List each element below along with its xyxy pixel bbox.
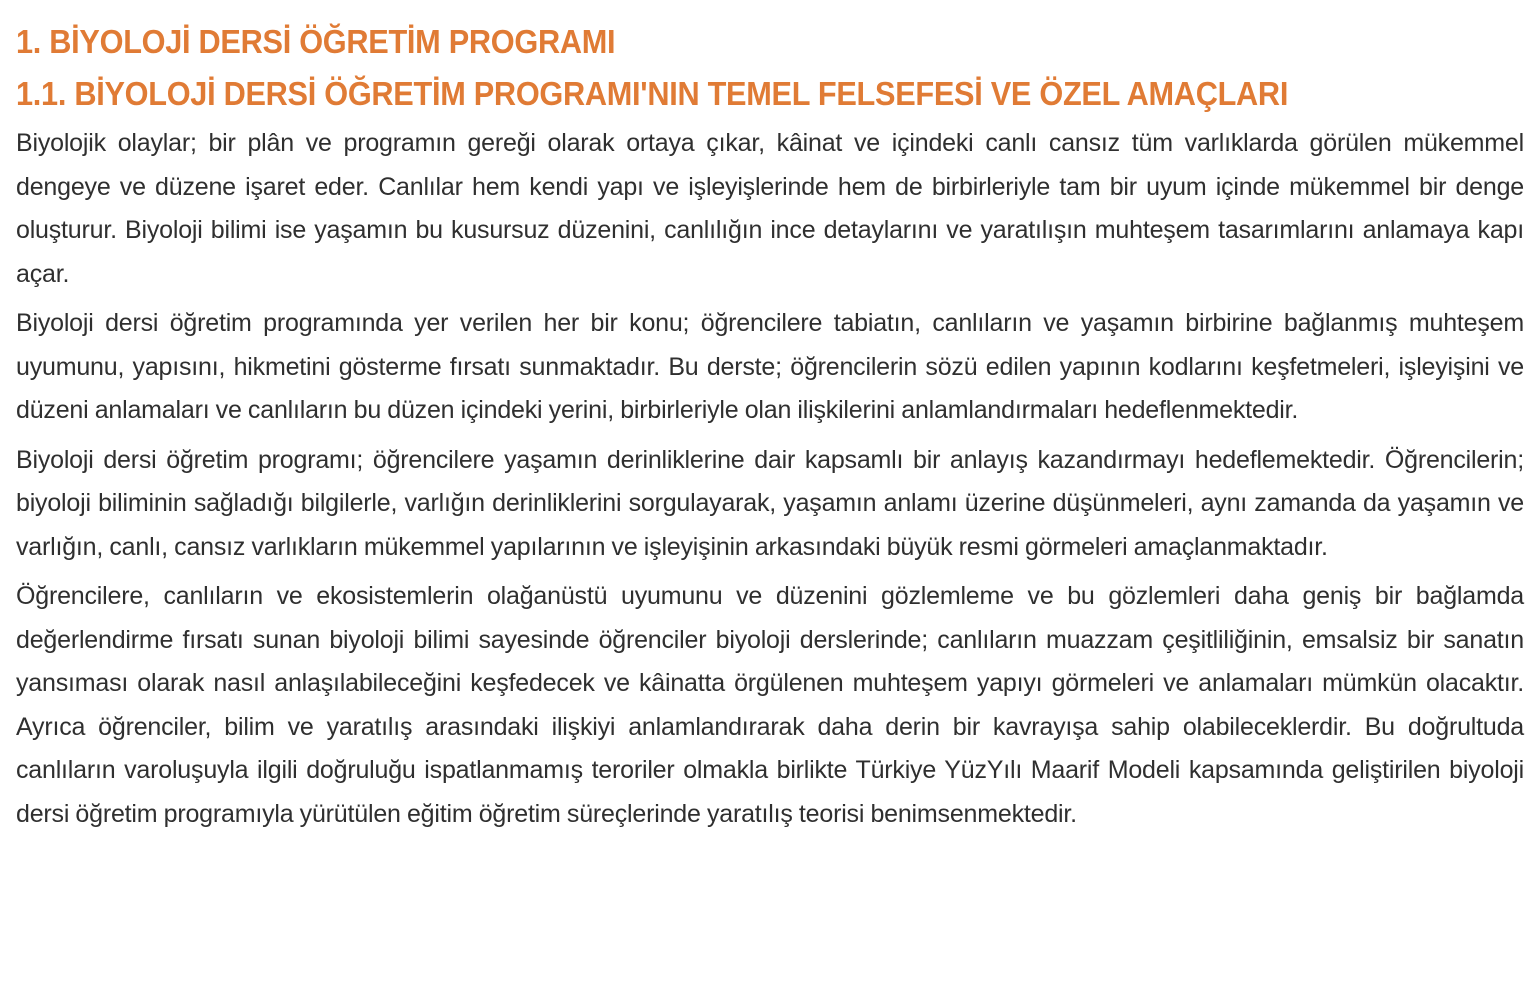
paragraph-2: Biyoloji dersi öğretim programında yer verilen her bir konu; öğrencilere tabiatın, canlıların ve yaşamın birbirine bağlanmış muhteşem uyumunu, yapısını, hikmetini gösterme fırsatı sunmaktadır. Bu derste; öğrencilerin sözü edilen yapının kodlarını keşfetmeleri, işleyişini ve düzeni anlamaları ve canlıların bu düzen içindeki yerini, birbirleriyle olan ilişkilerini anlamlandırmaları hedeflenmektedir. — [16, 309, 1524, 424]
paragraph-3: Biyoloji dersi öğretim programı; öğrencilere yaşamın derinliklerine dair kapsamlı bir anlayış kazandırmayı hedeflemektedir. Öğrencilerin; biyoloji biliminin sağladığı bilgilerle, varlığın derinliklerini sorgulayarak, yaşamın anlamı üzerine düşünmeleri, aynı zamanda da yaşamın ve varlığın, canlı, cansız varlıkların mükemmel yapılarının ve işleyişinin arkasındaki büyük resmi görmeleri amaçlanmaktadır. — [16, 445, 1524, 561]
subsection-heading: 1.1. BİYOLOJİ DERSİ ÖĞRETİM PROGRAMI'NIN TEMEL FELSEFESİ VE ÖZEL AMAÇLARI — [16, 75, 1289, 112]
paragraph-1: Biyolojik olaylar; bir plân ve programın gereği olarak ortaya çıkar, kâinat ve içindeki canlı cansız tüm varlıklarda görülen mükemmel dengeye ve düzene işaret eder. Canlılar hem kendi yapı ve işleyişlerinde hem de birbirleriyle tam bir uyum içinde mükemmel bir denge oluşturur. Biyoloji bilimi ise yaşamın bu kusursuz düzenini, canlılığın ince detaylarını ve yaratılışın muhteşem tasarımlarını anlamaya kapı açar. — [16, 129, 1524, 288]
section-heading: 1. BİYOLOJİ DERSİ ÖĞRETİM PROGRAMI — [16, 23, 616, 60]
paragraph-4: Öğrencilere, canlıların ve ekosistemlerin olağanüstü uyumunu ve düzenini gözlemleme ve bu gözlemleri daha geniş bir bağlamda değerlendirme fırsatı sunan biyoloji bilimi sayesinde öğrenciler biyoloji derslerinde; canlıların muazzam çeşitliliğinin, emsalsiz bir sanatın yansıması olarak nasıl anlaşılabileceğini keşfedecek ve kâinatta örgülenen muhteşem yapıyı görmeleri ve anlamaları mümkün olacaktır. Ayrıca öğrenciler, bilim ve yaratılış arasındaki ilişkiyi anlamlandırarak daha derin bir kavrayışa sahip olabileceklerdir. Bu doğrultuda canlıların varoluşuyla ilgili doğruluğu ispatlanmamış teroriler olmakla birlikte Türkiye YüzYılı Maarif Modeli kapsamında geliştirilen biyoloji dersi öğretim programıyla yürütülen eğitim öğretim süreçlerinde yaratılış teorisi benimsenmektedir. — [16, 582, 1524, 828]
document-page — [16, 20, 1524, 842]
